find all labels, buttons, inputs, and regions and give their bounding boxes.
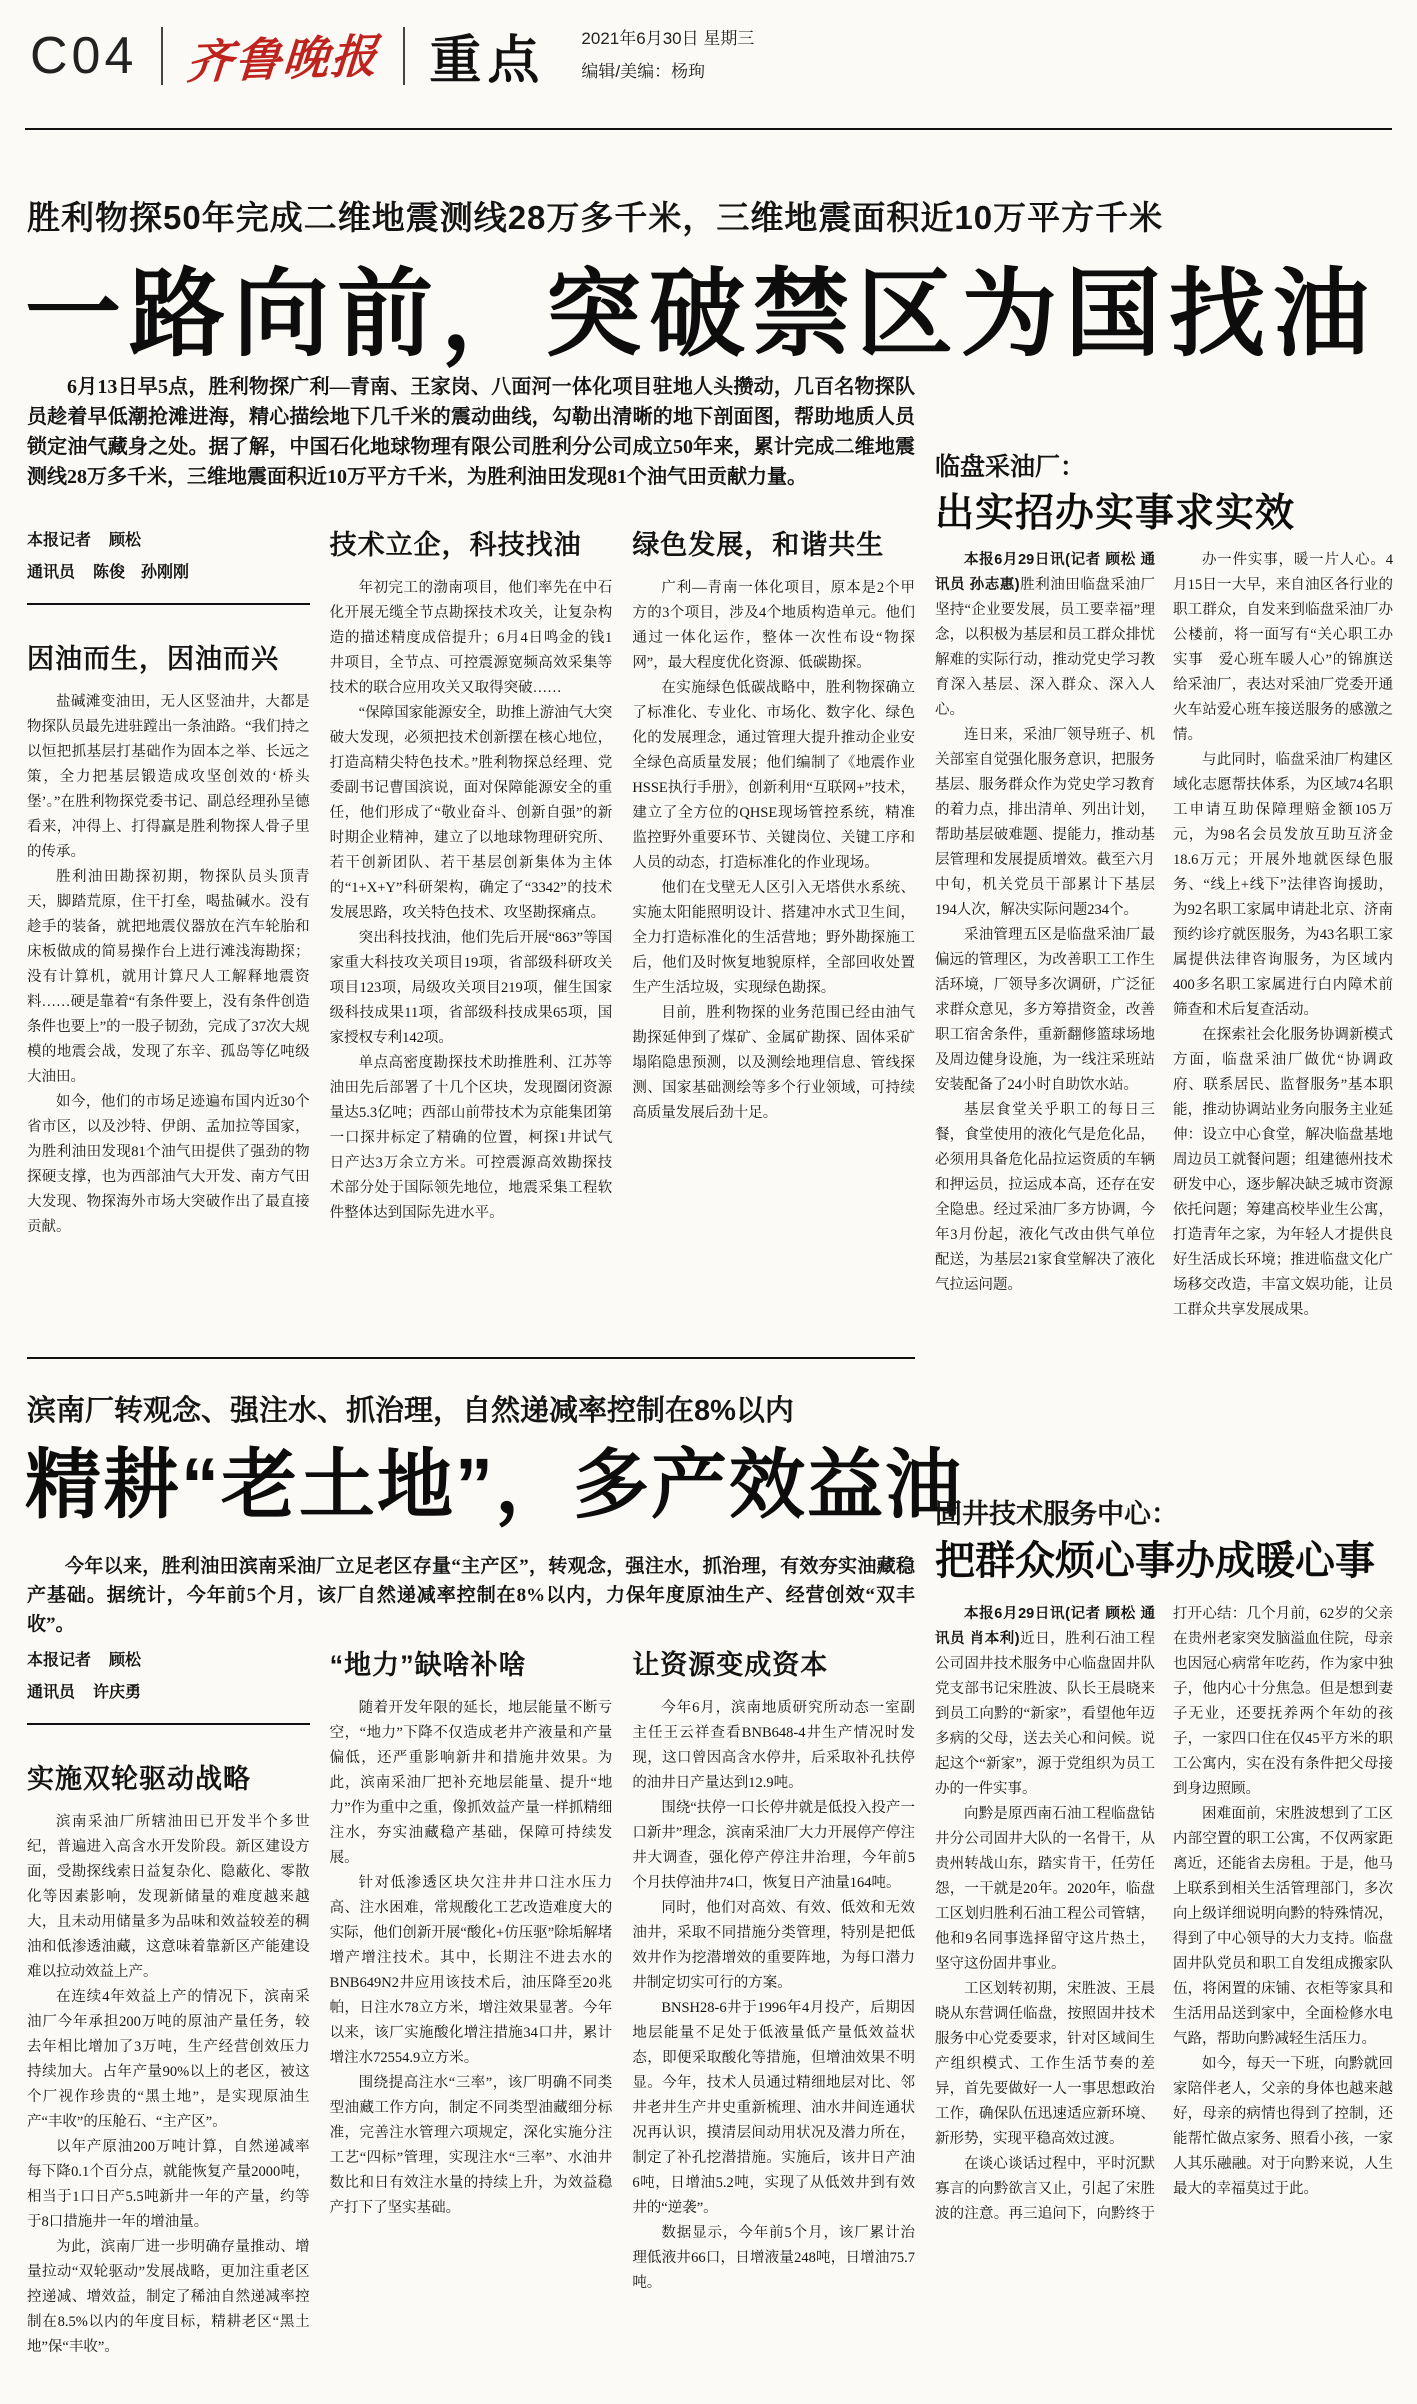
reporter-label: 本报记者 bbox=[27, 532, 92, 549]
paragraph-text: 胜利油田临盘采油厂坚持“企业要发展，员工要幸福”理念，以积极为基层和员工群众排忧解难的实际行动，推动党史学习教育深入基层、深入群众、深入人心。 bbox=[935, 577, 1156, 718]
paragraph: 数据显示，今年前5个月，该厂累计治理低液井66口，日增液量248吨，日增油75.7吨。 bbox=[632, 2225, 915, 2291]
article-a-intro: 6月13日早5点，胜利物探广利—青南、王家岗、八面河一体化项目驻地人头攒动，几百名物探队员趁着早低潮抢滩进海，精心描绘地下几千米的震动曲线，勾勒出清晰的地下剖面图，帮助地质人员锁定油气藏身之处。据了解，中国石化地球物理有限公司胜利分公司成立50年来，累计完成二维地震测线28万多千米，三维地震面积近10万平方千米，为胜利油田发现81个油气田贡献力量。 bbox=[27, 376, 915, 488]
paragraph: 为此，滨南厂进一步明确存量推动、增量拉动“双轮驱动”发展战略，更加注重老区控递减、增效益，制定了稀油自然递减率控制在8.5%以内的年度目标，精耕老区“黑土地”保“丰收”。 bbox=[27, 2239, 310, 2355]
paragraph: 采油管理五区是临盘采油厂最偏远的管理区，为改善职工工作生活环境，厂领导多次调研，广泛征求群众意见，多方筹措资金，改善职工宿舍条件，重新翻修篮球场地及周边健身设施，为一线注采班站安装配备了24小时自助饮水站。 bbox=[935, 927, 1155, 1093]
paragraph: 针对低渗透区块欠注井井口注水压力高、注水困难，常规酸化工艺改造难度大的实际，他们创新开展“酸化+仿压驱”除垢解堵增产增注技术。其中，长期注不进去水的BNB649N2井应用该技术后，油压降至20兆帕，日注水78立方米，增注效果显著。今年以来，该厂实施酸化增注措施34口井，累计增注水72554.9立方米。 bbox=[329, 1875, 613, 2066]
date-line: 2021年6月30日 星期三 bbox=[581, 29, 755, 49]
reporter-name: 顾松 bbox=[109, 1652, 142, 1669]
paragraph: 连日来，采油厂领导班子、机关部室自觉强化服务意识，把服务基层、服务群众作为党史学习教育的着力点，排出清单、列出计划，帮助基层破难题、提能力，推动基层管理和发展提质增效。截至六月中旬，机关党员干部累计下基层194人次，解决实际问题234个。 bbox=[935, 727, 1155, 918]
paragraph: 胜利油田勘探初期，物探队员头顶青天，脚踏荒原，住干打垒，喝盐碱水。没有趁手的装备，就把地震仪器放在汽车轮胎和床板做成的简易操作台上进行滩浅海勘探；没有计算机，就用计算尺人工解释地震资料……硬是靠着“有条件要上，没有条件创造条件也要上”的一股子韧劲，完成了37次大规模的地震会战，发现了东辛、孤岛等亿吨级大油田。 bbox=[27, 869, 310, 1085]
article-c-subhead-1: 实施双轮驱动战略 bbox=[27, 1764, 251, 1794]
paragraph: 他们在戈壁无人区引入无塔供水系统、实施太阳能照明设计、搭建冲水式卫生间，全力打造标准化的生活营地；野外勘探施工后，他们及时恢复地貌原样，全部回收处置生产生活垃圾，实现绿色勘探。 bbox=[632, 880, 915, 996]
byline-correspondent bbox=[27, 557, 310, 589]
paragraph: 工区划转初期，宋胜波、王晨晓从东营调任临盘，按照固井技术服务中心党委要求，针对区域间生产组织模式、工作生活节奏的差异，首先要做好一人一事思想政治工作，确保队伍迅速适应新环境、新形势，实现平稳高效过渡。 bbox=[935, 1981, 1155, 2147]
article-d-body bbox=[935, 1602, 1393, 2394]
article-c-body bbox=[27, 1645, 915, 2393]
correspondent-label: 通讯员 bbox=[27, 1684, 76, 1701]
article-d-headline: 把群众烦心事办成暖心事 bbox=[935, 1539, 1375, 1583]
byline-rule bbox=[27, 603, 310, 605]
paragraph bbox=[935, 1602, 1155, 1802]
paragraph: 如今，每天一下班，向黔就回家陪伴老人，父亲的身体也越来越好，母亲的病情也得到了控制，还能帮忙做点家务、照看小孩，一家人其乐融融。对于向黔来说，人生最大的幸福莫过于此。 bbox=[1173, 2056, 1393, 2197]
article-c-subhead-2: “地力”缺啥补啥 bbox=[329, 1650, 527, 1680]
paragraph: 如今，他们的市场足迹遍布国内近30个省市区，以及沙特、伊朗、孟加拉等国家，为胜利油田发现81个油气田提供了强劲的物探硬支撑，也为西部油气大开发、南方气田大发现、物探海外市场大突破作出了最直接贡献。 bbox=[27, 1094, 310, 1235]
byline-correspondent bbox=[27, 1677, 310, 1709]
paragraph: 单点高密度勘探技术助推胜利、江苏等油田先后部署了十几个区块，发现圈闭资源量达5.3亿吨；西部山前带技术为京能集团第一口探井标定了精确的位置，柯探1井试气日产达3万余立方米。可控震源高效勘探技术部分处于国际领先地位，地震采集工程软件整体达到国际先进水平。 bbox=[329, 1055, 613, 1221]
article-b-kicker: 临盘采油厂： bbox=[935, 453, 1086, 481]
article-b-headline: 出实招办实事求实效 bbox=[935, 492, 1296, 535]
paragraph: 年初完工的渤南项目，他们率先在中石化开展无缆全节点勘探技术攻关，让复杂构造的描述精度成倍提升；6月4日鸣金的钱1井项目，全节点、可控震源宽频高效采集等技术的联合应用攻关又取得突破…… bbox=[329, 580, 613, 696]
correspondent-label: 通讯员 bbox=[27, 564, 76, 581]
reporter-name: 顾松 bbox=[109, 532, 142, 549]
article-a-headline: 一路向前，突破禁区为国找油 bbox=[25, 261, 1377, 368]
paragraph: 困难面前，宋胜波想到了工区内部空置的职工公寓，不仅两家距离近，还能省去房租。于是，他马上联系到相关生活管理部门，多次向上级详细说明向黔的特殊情况，得到了中心领导的大力支持。临盘固井队党员和职工自发组成搬家队伍，将闲置的床铺、衣柜等家具和生活用品送到家中，全面检修水电气路，帮助向黔减轻生活压力。 bbox=[1173, 1806, 1393, 2047]
article-a-subhead-2: 技术立企，科技找油 bbox=[329, 530, 582, 560]
article-c-subhead-3: 让资源变成资本 bbox=[632, 1650, 829, 1680]
article-d-kicker: 固井技术服务中心： bbox=[935, 1499, 1178, 1529]
byline-rule bbox=[27, 1723, 310, 1725]
paragraph: 办一件实事，暖一片人心。4月15日一大早，来自油区各行业的职工群众，自发来到临盘采油厂办公楼前，将一面写有“关心职工办实事 爱心班车暖人心”的锦旗送给采油厂，表达对采油厂党委开通火车站爱心班车接送服务的感激之情。 bbox=[1173, 552, 1393, 743]
paragraph: 在连续4年效益上产的情况下，滨南采油厂今年承担200万吨的原油产量任务，较去年相比增加了3万吨，生产经营创效压力持续加大。占年产量90%以上的老区，被这个厂视作珍贵的“黑土地”，是实现原油生产“丰收”的压舱石、“主产区”。 bbox=[27, 1989, 310, 2130]
dateline: 本报6月29日讯(记者 顾松 通讯员 孙志惠) bbox=[935, 552, 1155, 593]
paragraph: 以年产原油200万吨计算，自然递减率每下降0.1个百分点，就能恢复产量2000吨，相当于1口日产5.5吨新井一年的产量，约等于8口措施井一年的增油量。 bbox=[27, 2139, 310, 2230]
paragraph: 突出科技找油，他们先后开展“863”等国家重大科技攻关项目19项，省部级科研攻关项目123项，局级攻关项目219项，催生国家级科技成果11项，省部级科技成果65项，国家授权专利142项。 bbox=[329, 930, 613, 1046]
paragraph: 围绕“扶停一口长停井就是低投入投产一口新井”理念，滨南采油厂大力开展停产停注井大调查，强化停产停注井治理，今年前5个月扶停油井74口，恢复日产油量164吨。 bbox=[632, 1800, 915, 1891]
page-number: C04 bbox=[30, 26, 138, 85]
paragraph: 今年6月，滨南地质研究所动态一室副主任王云祥查看BNB648-4井生产情况时发现，这口曾因高含水停井，后采取补孔扶停的油井日产量达到12.9吨。 bbox=[632, 1700, 915, 1791]
date-editor-block bbox=[581, 23, 754, 88]
article-a-body bbox=[27, 525, 915, 1357]
article-c-byline bbox=[27, 1645, 310, 1725]
paragraph: 与此同时，临盘采油厂构建区域化志愿帮扶体系，为区域74名职工申请互助保障理赔金额105万元，为98名会员发放互助互济金18.6万元；开展外地就医绿色服务、“线上+线下”法律咨询援助，为92名职工家属申请赴北京、济南预约诊疗就医服务，为43名职工家属提供法律咨询服务，为区域内400多名职工家属进行白内障术前筛查和术后复查活动。 bbox=[1173, 752, 1393, 1018]
header-divider-bar bbox=[403, 27, 405, 85]
article-a-subhead-3: 绿色发展，和谐共生 bbox=[632, 530, 885, 560]
dateline: 本报6月29日讯(记者 顾松 通讯员 肖本利) bbox=[935, 1606, 1155, 1647]
section-title: 重点 bbox=[429, 32, 546, 90]
article-c-headline: 精耕“老土地”，多产效益油 bbox=[25, 1443, 963, 1528]
article-a-kicker: 胜利物探50年完成二维地震测线28万多千米，三维地震面积近10万平方千米 bbox=[27, 199, 1164, 236]
byline-reporter bbox=[27, 525, 310, 557]
paragraph: 向黔是原西南石油工程临盘钻井分公司固井大队的一名骨干，从贵州转战山东，踏实肯干，任劳任怨，一干就是20年。2020年，临盘工区划归胜利石油工程公司管辖，他和9名同事选择留守这片热土，坚守这份固井事业。 bbox=[935, 1806, 1155, 1972]
header-divider-bar bbox=[161, 27, 163, 85]
paragraph: 围绕提高注水“三率”，该厂明确不同类型油藏工作方向，制定不同类型油藏细分标准，完善注水管理六项规定，深化实施分注工艺“四标”管理，实现注水“三率”、水油井数比和日有效注水量的持续上升，为效益稳产打下了坚实基础。 bbox=[329, 2075, 613, 2216]
paragraph bbox=[935, 548, 1155, 723]
paragraph: 基层食堂关乎职工的每日三餐，食堂使用的液化气是危化品，必须用具备危化品拉运资质的车辆和押运员，拉运成本高，还存在安全隐患。经过采油厂多方协调，今年3月份起，液化气改由供气单位配送，为基层21家食堂解决了液化气拉运问题。 bbox=[935, 1102, 1155, 1293]
article-c-intro: 今年以来，胜利油田滨南采油厂立足老区存量“主产区”，转观念，强注水，抓治理，有效夯实油藏稳产基础。据统计，今年前5个月，该厂自然递减率控制在8%以内，力保年度原油生产、经营创效“双丰收”。 bbox=[27, 1556, 915, 1635]
paragraph: 盐碱滩变油田，无人区竖油井，大都是物探队员最先进驻蹚出一条油路。“我们持之以恒把抓基层打基础作为固本之举、长远之策，全力把基层锻造成攻坚创效的‘桥头堡’。”在胜利物探党委书记、副总经理孙呈德看来，冲得上、打得赢是胜利物探人骨子里的传承。 bbox=[27, 694, 310, 860]
byline-reporter bbox=[27, 1645, 310, 1677]
paragraph: 在探索社会化服务协调新模式方面，临盘采油厂做优“协调政府、联系居民、监督服务”基本职能，推动协调站业务向服务主业延伸：设立中心食堂，解决临盘基地周边员工就餐问题；组建德州技术研发中心，逐步解决缺乏城市资源依托问题；筹建高校毕业生公寓，打造青年之家，为年轻人才提供良好生活成长环境；推进临盘文化广场移交改造，丰富文娱功能，让员工群众共享发展成果。 bbox=[1173, 1027, 1393, 1318]
header-rule bbox=[25, 128, 1392, 130]
paragraph-text: 近日，胜利石油工程公司固井技术服务中心临盘固井队党支部书记宋胜波、队长王晨晓来到员工向黔的“新家”，看望他年迈多病的父母，送去关心和问候。说起这个“新家”，源于党组织为员工办的一件实事。 bbox=[935, 1631, 1156, 1797]
paragraph: 随着开发年限的延长，地层能量不断亏空，“地力”下降不仅造成老井产液量和产量偏低，还严重影响新井和措施井效果。为此，滨南采油厂把补充地层能量、提升“地力”作为重中之重，像抓效益产量一样抓精细注水，夯实油藏稳产基础，保障可持续发展。 bbox=[329, 1700, 613, 1866]
paragraph: 同时，他们对高效、有效、低效和无效油井，采取不同措施分类管理，特别是把低效井作为挖潜增效的重要阵地，为每口潜力井制定切实可行的方案。 bbox=[632, 1900, 915, 1991]
article-c-kicker: 滨南厂转观念、强注水、抓治理，自然递减率控制在8%以内 bbox=[27, 1395, 794, 1427]
page-header bbox=[30, 18, 754, 93]
paragraph: 目前，胜利物探的业务范围已经由油气勘探延伸到了煤矿、金属矿勘探、固体采矿塌陷隐患预测，以及测绘地理信息、管线探测、国家基础测绘等多个行业领域，可持续高质量发展后劲十足。 bbox=[632, 1005, 915, 1121]
correspondent-names: 许庆勇 bbox=[93, 1684, 142, 1701]
article-divider-rule bbox=[27, 1357, 915, 1359]
editor-line: 编辑/美编：杨珣 bbox=[581, 61, 706, 81]
paragraph: 广利—青南一体化项目，原本是2个甲方的3个项目，涉及4个地质构造单元。他们通过一体化运作，整体一次性布设“物探网”，最大程度优化资源、低碳勘探。 bbox=[632, 580, 915, 671]
correspondent-names: 陈俊 孙刚刚 bbox=[93, 564, 190, 581]
reporter-label: 本报记者 bbox=[27, 1652, 92, 1669]
paragraph: BNSH28-6井于1996年4月投产，后期因地层能量不足处于低液量低产量低效益状态，即便采取酸化等措施，但增油效果不明显。今年，技术人员通过精细地层对比、邻井老井生产井史重新梳理、油水井间连通状况再认识，摸清层间动用状况及潜力所在，制定了补孔挖潜措施。实施后，该井日产油6吨，日增油5.2吨，实现了从低效井到有效井的“逆袭”。 bbox=[632, 2000, 915, 2216]
paragraph: 在谈心谈话过程中，平时沉默寡言的向黔欲言又止，引起了宋胜波的注意。再三追问下，向黔终于打开心结：几个月前，62岁的父亲在贵州老家突发脑溢血住院，母亲也因冠心病常年吃药，作为家中独子，他内心十分焦急。但是想到妻子无业，还要抚养两个年幼的孩子，一家四口住在仅45平方米的职工公寓内，实在没有条件把父母接到身边照顾。 bbox=[935, 1606, 1393, 2222]
paragraph: 在实施绿色低碳战略中，胜利物探确立了标准化、专业化、市场化、数字化、绿色化的发展理念，通过管理大提升推动企业安全绿色高质量发展；他们编制了《地震作业HSSE执行手册》，创新利用“互联网+”技术，建立了全方位的QHSE现场管控系统，精准监控野外重要环节、关键岗位、关键工序和人员的动态，打造标准化的作业现场。 bbox=[632, 680, 915, 871]
article-b-body bbox=[935, 548, 1393, 1434]
article-a-subhead-1: 因油而生，因油而兴 bbox=[27, 644, 279, 674]
masthead-logo: 齐鲁晚报 bbox=[185, 28, 382, 89]
paragraph: 滨南采油厂所辖油田已开发半个多世纪，普遍进入高含水开发阶段。新区建设方面，受勘探线索日益复杂化、隐蔽化、零散化等因素影响，发现新储量的难度越来越大，且未动用储量多为品味和效益较差的稠油和低渗透油藏，这意味着靠新区产能建设难以拉动效益上产。 bbox=[27, 1814, 310, 1980]
article-a-byline bbox=[27, 525, 310, 605]
paragraph: “保障国家能源安全，助推上游油气大突破大发现，必须把技术创新摆在核心地位，打造高精尖特色技术。”胜利物探总经理、党委副书记曹国滨说，面对保障能源安全的重任，他们形成了“敬业奋斗、创新自强”的新时期企业精神，建立了以地球物理研究所、若干创新团队、若干基层创新集体为主体的“1+X+Y”科研架构，确定了“3342”的技术发展思路，攻关特色技术、攻坚勘探痛点。 bbox=[329, 705, 613, 921]
